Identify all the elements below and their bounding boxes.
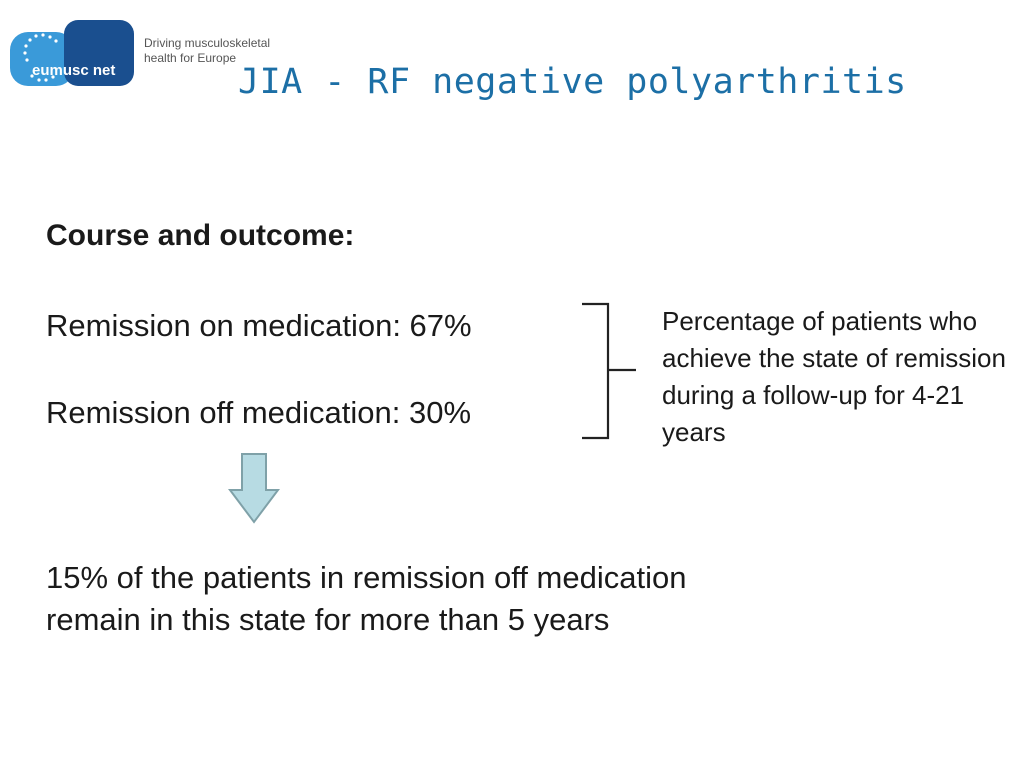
logo-brand: eumusc net (32, 62, 116, 79)
conclusion-text (46, 557, 846, 641)
brace-annotation: Percentage of patients who achieve the state of remission during a follow-up for 4-21 years (662, 306, 1006, 447)
slide-title: JIA - RF negative polyarthritis (238, 62, 907, 102)
section-heading: Course and outcome: (46, 219, 355, 252)
conclusion-line-2: remain in this state for more than 5 years (46, 602, 610, 637)
stat-remission-on-medication: Remission on medication: 67% (46, 308, 472, 343)
logo-mark (8, 18, 138, 90)
logo-tagline-line1: Driving musculoskeletal (144, 36, 271, 50)
stat-remission-off-medication: Remission off medication: 30% (46, 395, 472, 430)
logo-tagline-line2: health for Europe (144, 51, 237, 65)
conclusion-line-1: 15% of the patients in remission off medication (46, 560, 687, 595)
right-brace-icon (578, 300, 638, 442)
down-arrow-icon (228, 452, 280, 524)
